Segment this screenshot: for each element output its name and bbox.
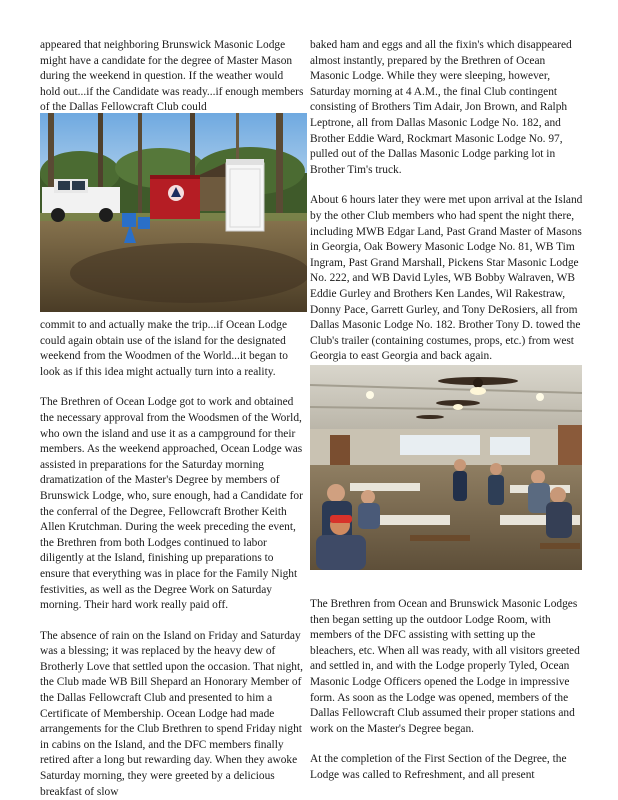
dining-hall-photo-image bbox=[310, 365, 582, 570]
left-paragraph-3: The absence of rain on the Island on Friday and Saturday was a blessing; it was replaced by the heavy dew of Brotherly Love that settled upon the occasion. That night, the Club made WB Bill Shepard an Honorary Member of the Dallas Fellowcraft Club and presented to him a Certificate of Membership. Ocean Lodge had made arrangements for the Club Brethren to spend Friday night in cabins on the Island, and the DFC members finally retired after a long but rewarding day. When they awoke Saturday morning, they were greeted by a delicious breakfast of slow bbox=[40, 629, 303, 798]
left-paragraph-2: The Brethren of Ocean Lodge got to work and obtained the necessary approval from the Woodsmen of the World, who own the island and use it as a campground for their members. As the weekend approached, Ocean Lodge was assisted in preparations for the Saturday morning dramatization of the Master's Degree by members of Brunswick Lodge, who, sure enough, had a Candidate for the conferral of the Degree, Fellowcraft Brother Keith Allen Krutchman. During the week preceding the event, the Brethren from both Lodges continued to labor diligently at the Island, finishing up preparations to ensure that everything was in place for the Family Night festivities, as well as the Degree Work on Saturday morning. Their hard work really paid off. bbox=[40, 396, 303, 612]
left-paragraph-1-continued: commit to and actually make the trip...if Ocean Lodge could again obtain use of the island for the designated weekend from the Woodmen of the World...it began to look as if this idea might actually turn into a reality. bbox=[40, 319, 288, 378]
campground-photo bbox=[40, 113, 307, 312]
left-paragraph-1: appeared that neighboring Brunswick Masonic Lodge might have a candidate for the degree of Master Mason during the weekend in question. If the weather would hold out...if the Candidate was ready...if enough members of the Dallas Fellowcraft Club could bbox=[40, 39, 304, 114]
right-column-top bbox=[310, 38, 583, 365]
left-column-top bbox=[40, 38, 305, 116]
campground-photo-image bbox=[40, 113, 307, 312]
right-paragraph-3: The Brethren from Ocean and Brunswick Masonic Lodges then began setting up the outdoor Lodge Room, with members of the DFC assisting with setting up the bleachers, etc. When all was ready, with all visitors greeted and settled in, and with the Lodge properly Tyled, Ocean Masonic Lodge Officers opened the Lodge in impressive form. As soon as the Lodge was opened, members of the Dallas Fellowcraft Club assumed their proper stations and work on the Master's Degree began. bbox=[310, 598, 580, 735]
right-column-bottom bbox=[310, 597, 583, 784]
left-column-bottom bbox=[40, 318, 305, 800]
dining-hall-photo bbox=[310, 365, 582, 570]
right-paragraph-2: About 6 hours later they were met upon arrival at the Island by the other Club members who had spent the night there, including MWB Edgar Land, Past Grand Master of Masons in Georgia, Oak Bowery Masonic Lodge No. 81, WB Tim Ingram, Past Grand Marshall, Pickens Star Masonic Lodge No. 222, and WB David Lyles, WB Bobby Walraven, WB Eddie Gurley and Brothers Ken Landes, Wil Rakestraw, Donny Pace, Garrett Gurley, and Tony DeRosiers, all from Dallas Masonic Lodge No. 182. Brother Tony D. towed the Club's trailer (containing costumes, props, etc.) from west Georgia to east Georgia and back again. bbox=[310, 194, 583, 363]
right-paragraph-1: baked ham and eggs and all the fixin's which disappeared almost instantly, prepared by the Brethren of Ocean Masonic Lodge. While they were sleeping, however, Saturday morning at 4 A.M., the final Club contingent consisting of Brothers Tim Adair, Jon Brown, and Ralph Leptrone, all from Dallas Masonic Lodge No. 182, and Brother Eddie Ward, Rockmart Masonic Lodge No. 97, pulled out of the Dallas Masonic Lodge parking lot in Brother Tim's truck. bbox=[310, 39, 572, 176]
right-paragraph-4: At the completion of the First Section of the Degree, the Lodge was called to Refreshment, and all present bbox=[310, 753, 567, 781]
